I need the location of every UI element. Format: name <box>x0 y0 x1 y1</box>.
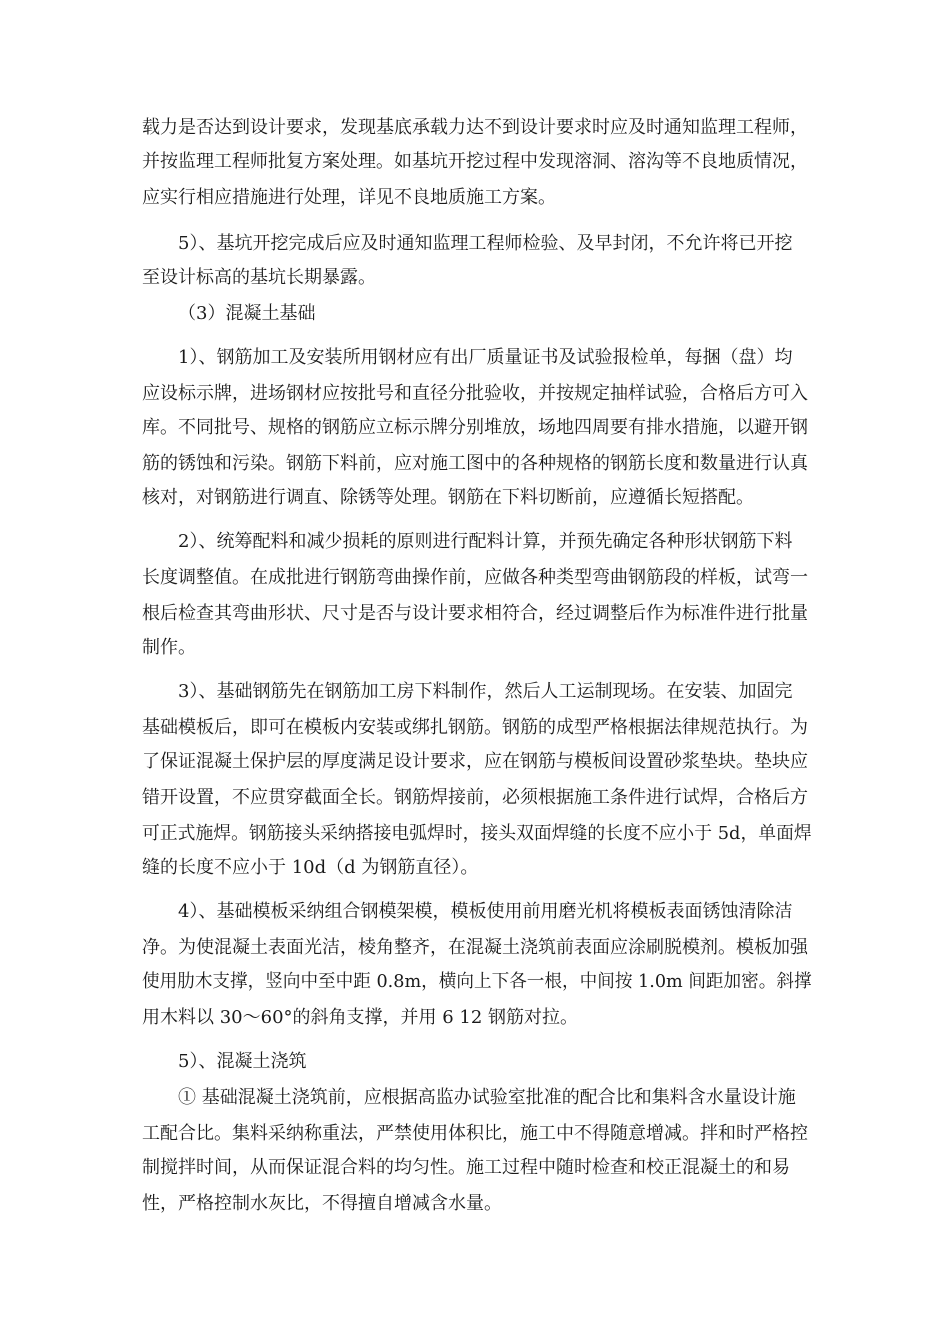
text-line: 1）、钢筋加工及安装所用钢材应有出厂质量证书及试验报检单，每捆（盘）均 <box>178 347 793 368</box>
text-line: 筋的锈蚀和污染。钢筋下料前，应对施工图中的各种规格的钢筋长度和数量进行认真 <box>142 453 808 474</box>
text-line: 基础模板后，即可在模板内安装或绑扎钢筋。钢筋的成型严格根据法律规范执行。为 <box>142 717 808 738</box>
text-line: 了保证混凝土保护层的厚度满足设计要求，应在钢筋与模板间设置砂浆垫块。垫块应 <box>142 751 808 772</box>
text-line: 并按监理工程师批复方案处理。如基坑开挖过程中发现溶洞、溶沟等不良地质情况， <box>142 151 808 172</box>
text-line: 错开设置，不应贯穿截面全长。钢筋焊接前，必须根据施工条件进行试焊，合格后方 <box>142 787 808 808</box>
text-line: 至设计标高的基坑长期暴露。 <box>142 267 376 288</box>
text-line: 3）、基础钢筋先在钢筋加工房下料制作，然后人工运制现场。在安装、加固完 <box>178 681 793 702</box>
text-line: 5）、基坑开挖完成后应及时通知监理工程师检验、及早封闭，不允许将已开挖 <box>178 233 793 254</box>
text-line: 性，严格控制水灰比，不得擅自增减含水量。 <box>142 1193 502 1214</box>
text-line: 库。不同批号、规格的钢筋应立标示牌分别堆放，场地四周要有排水措施，以避开钢 <box>142 417 808 438</box>
text-line: 制搅拌时间，从而保证混合料的均匀性。施工过程中随时检查和校正混凝土的和易 <box>142 1157 790 1178</box>
text-line: 根后检查其弯曲形状、尺寸是否与设计要求相符合，经过调整后作为标准件进行批量 <box>142 603 808 624</box>
text-line: 应实行相应措施进行处理，详见不良地质施工方案。 <box>142 187 556 208</box>
text-line: 用木料以 30～60°的斜角支撑，并用 6 12 钢筋对拉。 <box>142 1007 579 1028</box>
text-line: 净。为使混凝土表面光洁，棱角整齐，在混凝土浇筑前表面应涂刷脱模剂。模板加强 <box>142 937 808 958</box>
text-line: 制作。 <box>142 637 196 658</box>
text-line: 长度调整值。在成批进行钢筋弯曲操作前，应做各种类型弯曲钢筋段的样板，试弯一 <box>142 567 808 588</box>
text-line: 应设标示牌，进场钢材应按批号和直径分批验收，并按规定抽样试验，合格后方可入 <box>142 383 808 404</box>
text-line: 工配合比。集料采纳称重法，严禁使用体积比，施工中不得随意增减。拌和时严格控 <box>142 1123 808 1144</box>
text-line: 核对，对钢筋进行调直、除锈等处理。钢筋在下料切断前，应遵循长短搭配。 <box>142 487 754 508</box>
section-heading: 5）、混凝土浇筑 <box>178 1051 307 1072</box>
section-heading: （3）混凝土基础 <box>178 303 316 324</box>
text-line: 缝的长度不应小于 10d（d 为钢筋直径）。 <box>142 857 479 878</box>
text-line: 2）、统筹配料和减少损耗的原则进行配料计算，并预先确定各种形状钢筋下料 <box>178 531 793 552</box>
text-line: 4）、基础模板采纳组合钢模架模，模板使用前用磨光机将模板表面锈蚀清除洁 <box>178 901 793 922</box>
text-line: 使用肋木支撑，竖向中至中距 0.8m，横向上下各一根，中间按 1.0m 间距加密。斜撑 <box>142 971 812 992</box>
text-line: 可正式施焊。钢筋接头采纳搭接电弧焊时，接头双面焊缝的长度不应小于 5d，单面焊 <box>142 823 812 844</box>
text-line: 载力是否达到设计要求，发现基底承载力达不到设计要求时应及时通知监理工程师， <box>142 117 808 138</box>
text-line: ① 基础混凝土浇筑前，应根据高监办试验室批准的配合比和集料含水量设计施 <box>178 1087 796 1108</box>
